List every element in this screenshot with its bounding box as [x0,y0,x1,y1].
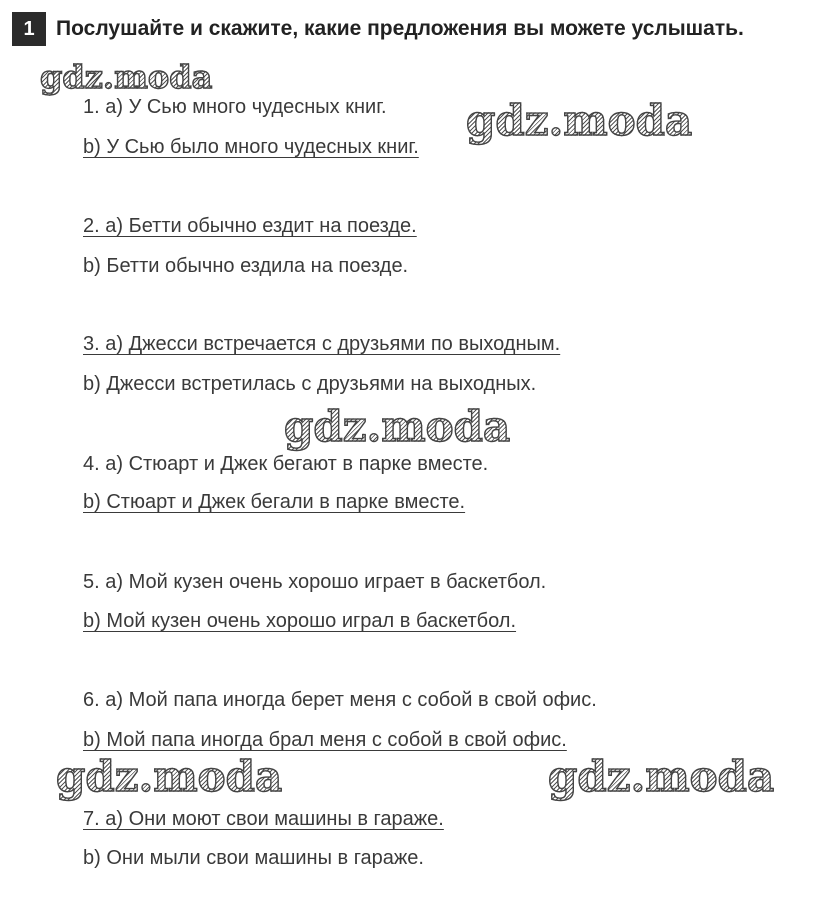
sentence-2a: 2. a) Бетти обычно ездит на поезде. [83,215,417,237]
sentence-6a: 6. a) Мой папа иногда берет меня с собой в свой офис. [83,689,597,711]
watermark-logo: gdz.moda [466,96,693,145]
sentence-4a: 4. a) Стюарт и Джек бегают в парке вместе. [83,453,489,475]
watermark-logo: gdz.moda [548,752,775,801]
sentence-1a: 1. a) У Сью много чудесных книг. [83,96,387,118]
watermark-logo: gdz.moda [56,752,283,801]
sentence-1b: b) У Сью было много чудесных книг. [83,136,419,158]
watermark-logo: gdz.moda [284,402,511,451]
task-header [12,12,744,46]
sentence-5b: b) Мой кузен очень хорошо играл в баскетбол. [83,610,517,632]
sentence-7a: 7. a) Они моют свои машины в гараже. [83,808,444,830]
sentence-3b: b) Джесси встретилась с друзьями на выходных. [83,373,537,395]
task-instruction: Послушайте и скажите, какие предложения вы можете услышать. [56,17,744,40]
sentence-3a: 3. a) Джесси встречается с друзьями по выходным. [83,333,561,355]
watermark-logo: gdz.moda [40,58,213,96]
sentence-4b: b) Стюарт и Джек бегали в парке вместе. [83,491,466,513]
sentence-5a: 5. a) Мой кузен очень хорошо играет в баскетбол. [83,571,547,593]
sentence-7b: b) Они мыли свои машины в гараже. [83,847,424,869]
task-number-badge: 1 [12,12,46,46]
sentence-2b: b) Бетти обычно ездила на поезде. [83,255,409,277]
sentence-6b: b) Мой папа иногда брал меня с собой в свой офис. [83,729,567,751]
